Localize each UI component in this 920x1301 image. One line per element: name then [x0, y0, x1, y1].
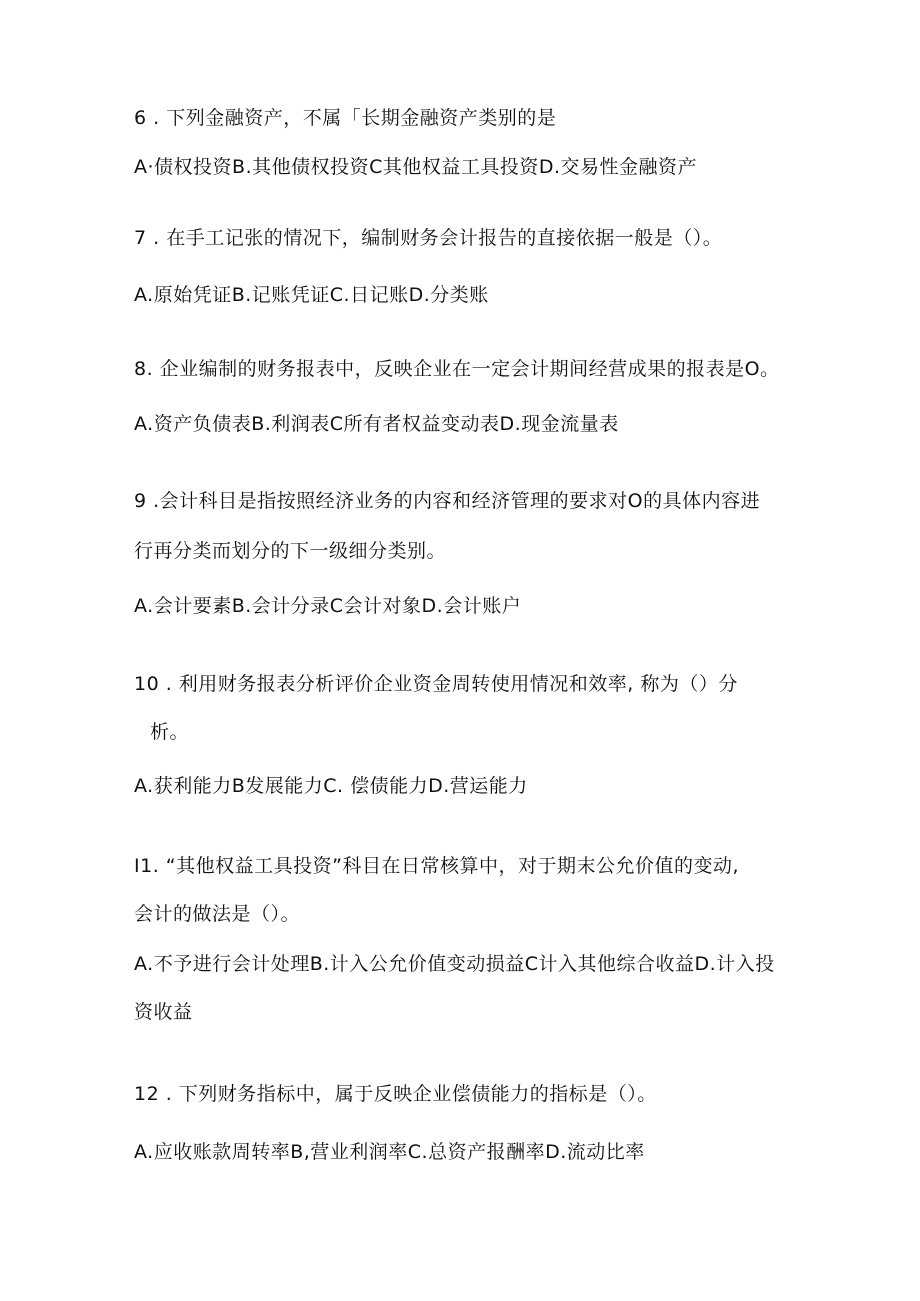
question-7-stem: 7 . 在手工记张的情况下，编制财务会计报告的直接依据一般是（）。 [134, 227, 723, 249]
question-11-stem-line-2: 会计的做法是（）。 [134, 903, 301, 925]
question-10-stem-line-1: 10 . 利用财务报表分析评价企业资金周转使用情况和效率, 称为（）分 [134, 673, 738, 695]
question-11-options-line-2: 资收益 [134, 1001, 193, 1023]
question-9-stem-line-2: 行再分类而划分的下一级细分类别。 [134, 540, 447, 562]
question-8-options: A.资产负债表B.利润表C所有者权益变动表D.现金流量表 [134, 413, 619, 435]
question-12-options: A.应收账款周转率B,营业利润率C.总资产报酬率D.流动比率 [134, 1141, 645, 1163]
question-9-stem-line-1: 9 .会计科目是指按照经济业务的内容和经济管理的要求对O的具体内容进 [134, 490, 761, 512]
question-11-stem-line-1: I1. “其他权益工具投资”科目在日常核算中，对于期末公允价值的变动, [134, 855, 739, 877]
question-12-stem: 12 . 下列财务指标中，属于反映企业偿债能力的指标是（）。 [134, 1083, 657, 1105]
question-8-stem: 8. 企业编制的财务报表中，反映企业在一定会计期间经营成果的报表是O。 [134, 358, 780, 380]
question-6-options: A·债权投资B.其他债权投资C其他权益工具投资D.交易性金融资产 [134, 156, 698, 178]
question-10-options: A.获利能力B发展能力C. 偿债能力D.营运能力 [134, 775, 528, 797]
question-7-options: A.原始凭证B.记账凭证C.日记账D.分类账 [134, 284, 489, 306]
question-6-stem: 6 . 下列金融资产，不属「长期金融资产类别的是 [134, 107, 557, 129]
question-11-options-line-1: A.不予进行会计处理B.计入公允价值变动损益C计入其他综合收益D.计入投 [134, 953, 775, 975]
question-10-stem-line-2: 析。 [150, 721, 190, 743]
question-9-options: A.会计要素B.会计分录C会计对象D.会计账户 [134, 595, 522, 617]
